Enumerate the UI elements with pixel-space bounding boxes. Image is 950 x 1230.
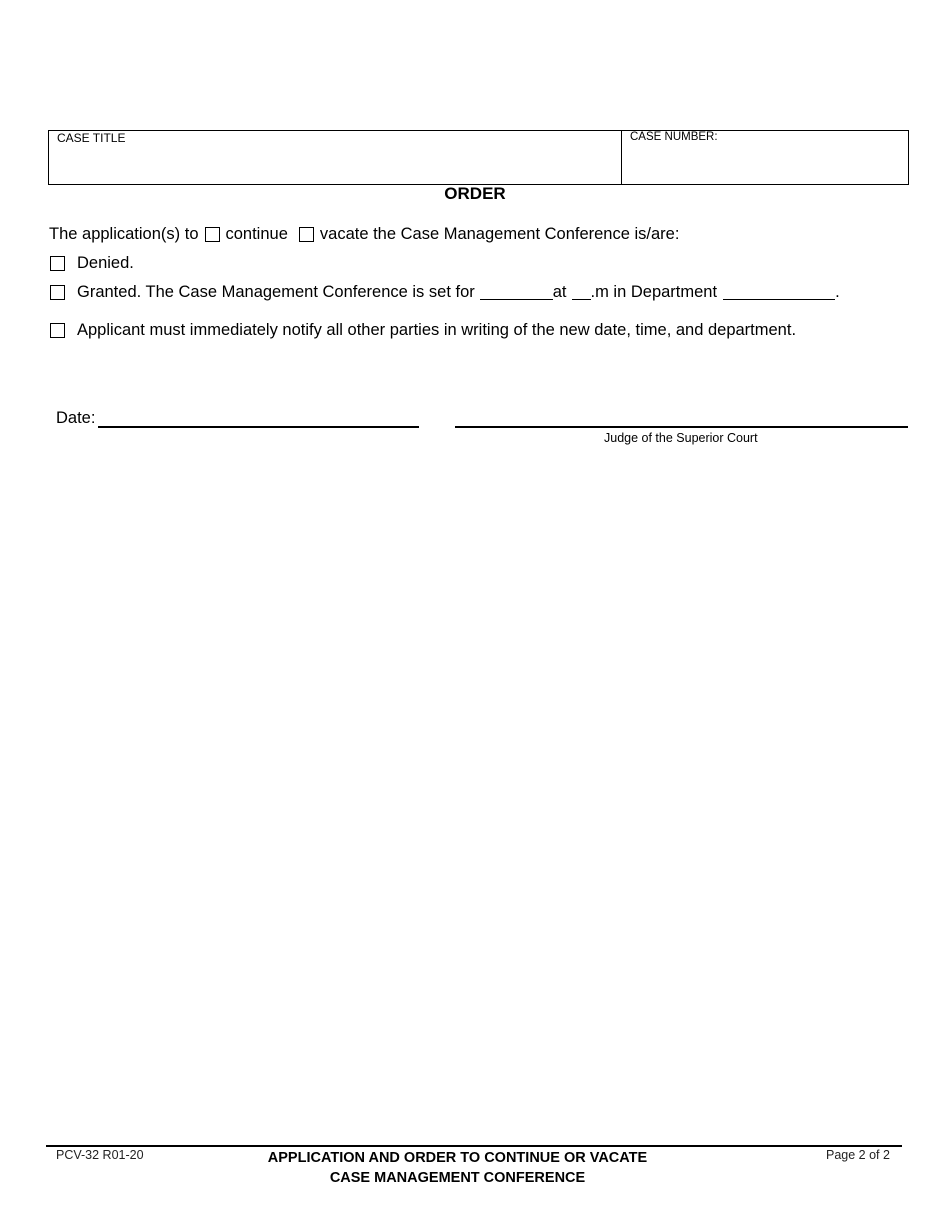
am-pm-field[interactable]	[572, 285, 591, 300]
continue-label: continue	[225, 225, 288, 243]
department-field[interactable]	[723, 285, 835, 300]
footer-rule	[46, 1145, 902, 1147]
judge-signature-line[interactable]	[455, 426, 908, 428]
granted-department-label: .m in Department	[590, 283, 718, 301]
footer-title-line1: APPLICATION AND ORDER TO CONTINUE OR VACATE	[267, 1150, 648, 1166]
date-signature-field[interactable]	[98, 426, 419, 428]
application-line	[49, 225, 679, 244]
notify-line	[50, 321, 796, 340]
notify-label: Applicant must immediately notify all other parties in writing of the new date, time, and department.	[77, 321, 797, 339]
footer-title-line2: CASE MANAGEMENT CONFERENCE	[329, 1170, 586, 1186]
granted-label: Granted. The Case Management Conference is set for	[77, 283, 475, 301]
conference-date-field[interactable]	[480, 285, 553, 300]
application-intro: The application(s) to	[49, 225, 199, 243]
case-number-label: CASE NUMBER:	[630, 131, 718, 143]
judge-label: Judge of the Superior Court	[604, 431, 758, 445]
order-title: ORDER	[444, 184, 506, 203]
granted-at-label: at	[552, 283, 567, 301]
form-id: PCV-32 R01-20	[56, 1148, 144, 1162]
granted-checkbox[interactable]	[50, 285, 65, 300]
vacate-label: vacate the Case Management Conference is/are:	[319, 225, 680, 243]
date-label: Date:	[56, 409, 96, 427]
case-header-divider	[621, 130, 622, 184]
notify-checkbox[interactable]	[50, 323, 65, 338]
denied-line	[50, 254, 134, 273]
footer-title	[0, 1148, 915, 1188]
continue-checkbox[interactable]	[205, 227, 220, 242]
granted-end: .	[835, 283, 840, 301]
denied-label: Denied.	[77, 254, 134, 272]
vacate-checkbox[interactable]	[299, 227, 314, 242]
case-number-field[interactable]	[626, 148, 904, 180]
page-number: Page 2 of 2	[826, 1148, 890, 1162]
case-title-field[interactable]	[52, 148, 617, 180]
case-title-label: CASE TITLE	[57, 131, 126, 145]
granted-line	[50, 283, 840, 302]
denied-checkbox[interactable]	[50, 256, 65, 271]
